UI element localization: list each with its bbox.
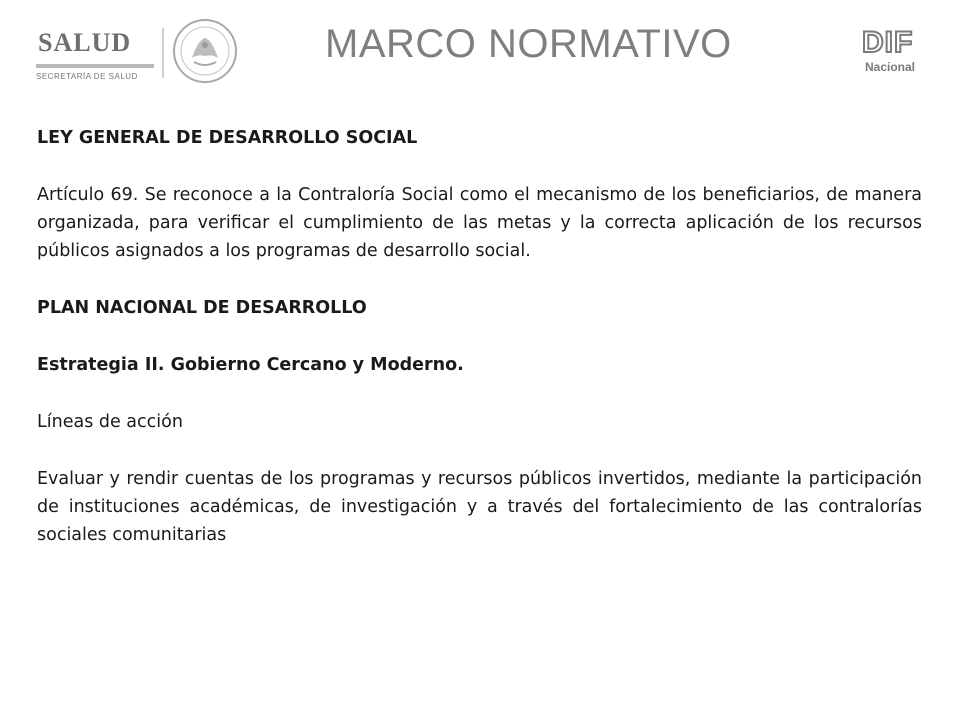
logo-divider — [162, 28, 164, 78]
spacer — [37, 379, 922, 408]
coat-of-arms-seal-icon — [172, 18, 238, 84]
slide-header — [0, 0, 960, 95]
evaluar-paragraph: Evaluar y rendir cuentas de los programas y recursos públicos invertidos, mediante la participación de instituciones académicas, de investigación y a través del fortalecimiento de las contralorías sociales comunitarias — [37, 469, 922, 545]
dif-logo — [860, 26, 928, 80]
salud-logo-name: SALUD — [38, 28, 132, 57]
dif-logo-subtitle: Nacional — [865, 60, 916, 74]
spacer — [37, 436, 922, 465]
plan-heading: PLAN NACIONAL DE DESARROLLO — [37, 298, 367, 318]
ley-heading: LEY GENERAL DE DESARROLLO SOCIAL — [37, 128, 418, 148]
salud-logo — [24, 22, 174, 82]
dif-logo-name: DIF — [862, 26, 914, 59]
slide-body — [37, 124, 922, 549]
spacer — [37, 265, 922, 294]
spacer — [37, 152, 922, 181]
salud-logo-stripe — [36, 64, 154, 68]
spacer — [37, 322, 922, 351]
page-title: MARCO NORMATIVO — [325, 22, 732, 66]
lineas-label: Líneas de acción — [37, 412, 183, 432]
estrategia-heading: Estrategia II. Gobierno Cercano y Moderno. — [37, 355, 464, 375]
articulo-paragraph: Artículo 69. Se reconoce a la Contraloría Social como el mecanismo de los beneficiarios, de manera organizada, para verificar el cumplimiento de las metas y la correcta aplicación de los recursos públicos asignados a los programas de desarrollo social. — [37, 185, 922, 261]
salud-logo-subtitle: SECRETARÍA DE SALUD — [36, 72, 138, 81]
